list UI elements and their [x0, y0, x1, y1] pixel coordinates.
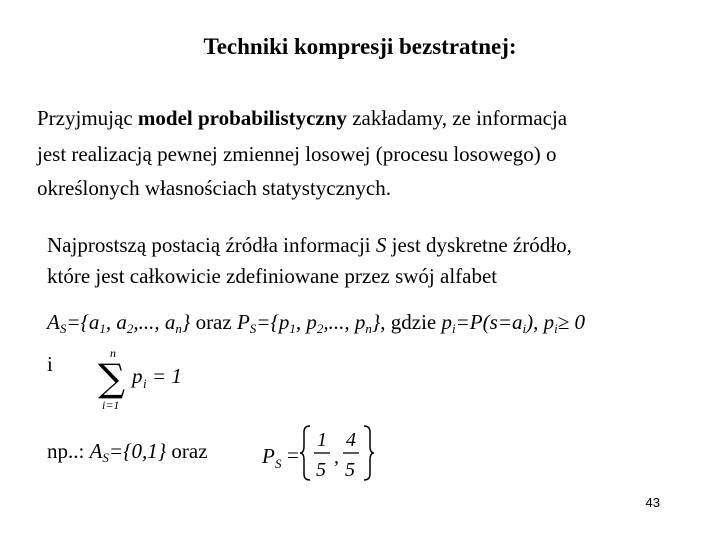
- conjunction: oraz: [190, 310, 237, 334]
- conjunction: gdzie: [385, 310, 442, 334]
- sum-upper-limit: n: [110, 346, 116, 360]
- alphabet-symbol: A: [89, 439, 103, 463]
- subscript: S: [249, 321, 257, 336]
- math-text: },: [371, 310, 386, 334]
- source-text: Najprostszą postacią źródła informacji: [47, 233, 376, 257]
- subscript: i: [522, 321, 527, 336]
- source-line-1: [47, 233, 572, 258]
- subscript: i: [554, 321, 558, 336]
- subscript: 1: [289, 321, 296, 336]
- math-text: }: [181, 310, 191, 334]
- probability-symbol: P: [236, 310, 250, 334]
- intro-line-3: określonych własnościach statystycznych.: [37, 176, 391, 200]
- ps-subscript: S: [275, 456, 282, 471]
- subscript: S: [59, 321, 67, 336]
- conjunction: oraz: [166, 439, 208, 463]
- math-text: ), p: [526, 310, 555, 334]
- subscript: 1: [99, 321, 106, 336]
- sum-formula: [96, 345, 216, 415]
- source-text: jest dyskretne źródło,: [386, 233, 572, 257]
- slide-title: Techniki kompresji bezstratnej:: [203, 34, 517, 59]
- fraction-comma: ,: [334, 446, 339, 468]
- example-line: [47, 439, 208, 464]
- subscript: n: [365, 321, 372, 336]
- sum-lower-limit: i=1: [102, 398, 120, 412]
- math-text: , a: [105, 310, 127, 334]
- source-variable: S: [375, 233, 387, 257]
- subscript: 2: [316, 321, 324, 336]
- example-probability-set: [258, 418, 398, 488]
- sum-rhs: = 1: [152, 364, 182, 388]
- math-text: =P(s=a: [455, 310, 523, 334]
- intro-text: Przyjmując: [37, 106, 138, 130]
- example-set: ={0,1}: [108, 439, 167, 463]
- fraction-2-denominator: 5: [345, 459, 355, 481]
- ps-symbol: P: [262, 444, 275, 468]
- intro-line-2: jest realizacją pewnej zmiennej losowej (procesu losowego) o: [37, 142, 557, 166]
- math-text: , p: [295, 310, 317, 334]
- intro-line-1: [37, 106, 567, 131]
- fraction-1-numerator: 1: [317, 429, 327, 451]
- math-text: p: [441, 310, 452, 334]
- subscript: n: [175, 321, 182, 336]
- subscript: 2: [126, 321, 134, 336]
- sum-term: p: [132, 364, 143, 388]
- math-text: ={p: [256, 310, 290, 334]
- ps-equals: =: [287, 443, 299, 467]
- math-text: ,..., a: [133, 310, 176, 334]
- fraction-1-denominator: 5: [316, 459, 326, 481]
- sigma-symbol: ∑: [98, 356, 126, 400]
- math-text: ={a: [66, 310, 100, 334]
- intro-bold-term: model probabilistyczny: [137, 106, 347, 130]
- example-prefix: np..:: [47, 439, 90, 463]
- math-text: ≥ 0: [557, 310, 585, 334]
- page-number: 43: [645, 495, 660, 510]
- fraction-2-numerator: 4: [346, 429, 356, 451]
- subscript: S: [102, 450, 109, 465]
- sum-term-subscript: i: [143, 376, 147, 391]
- right-brace: [364, 426, 374, 480]
- intro-text: zakładamy, ze informacja: [346, 106, 568, 130]
- left-brace: [300, 426, 310, 480]
- subscript: i: [452, 321, 456, 336]
- math-text: ,..., p: [323, 310, 366, 334]
- alphabet-symbol: A: [47, 310, 60, 334]
- source-line-2: które jest całkowicie zdefiniowane przez swój alfabet: [47, 264, 498, 288]
- conjunction-i: i: [47, 352, 53, 376]
- alphabet-definition: [47, 310, 585, 335]
